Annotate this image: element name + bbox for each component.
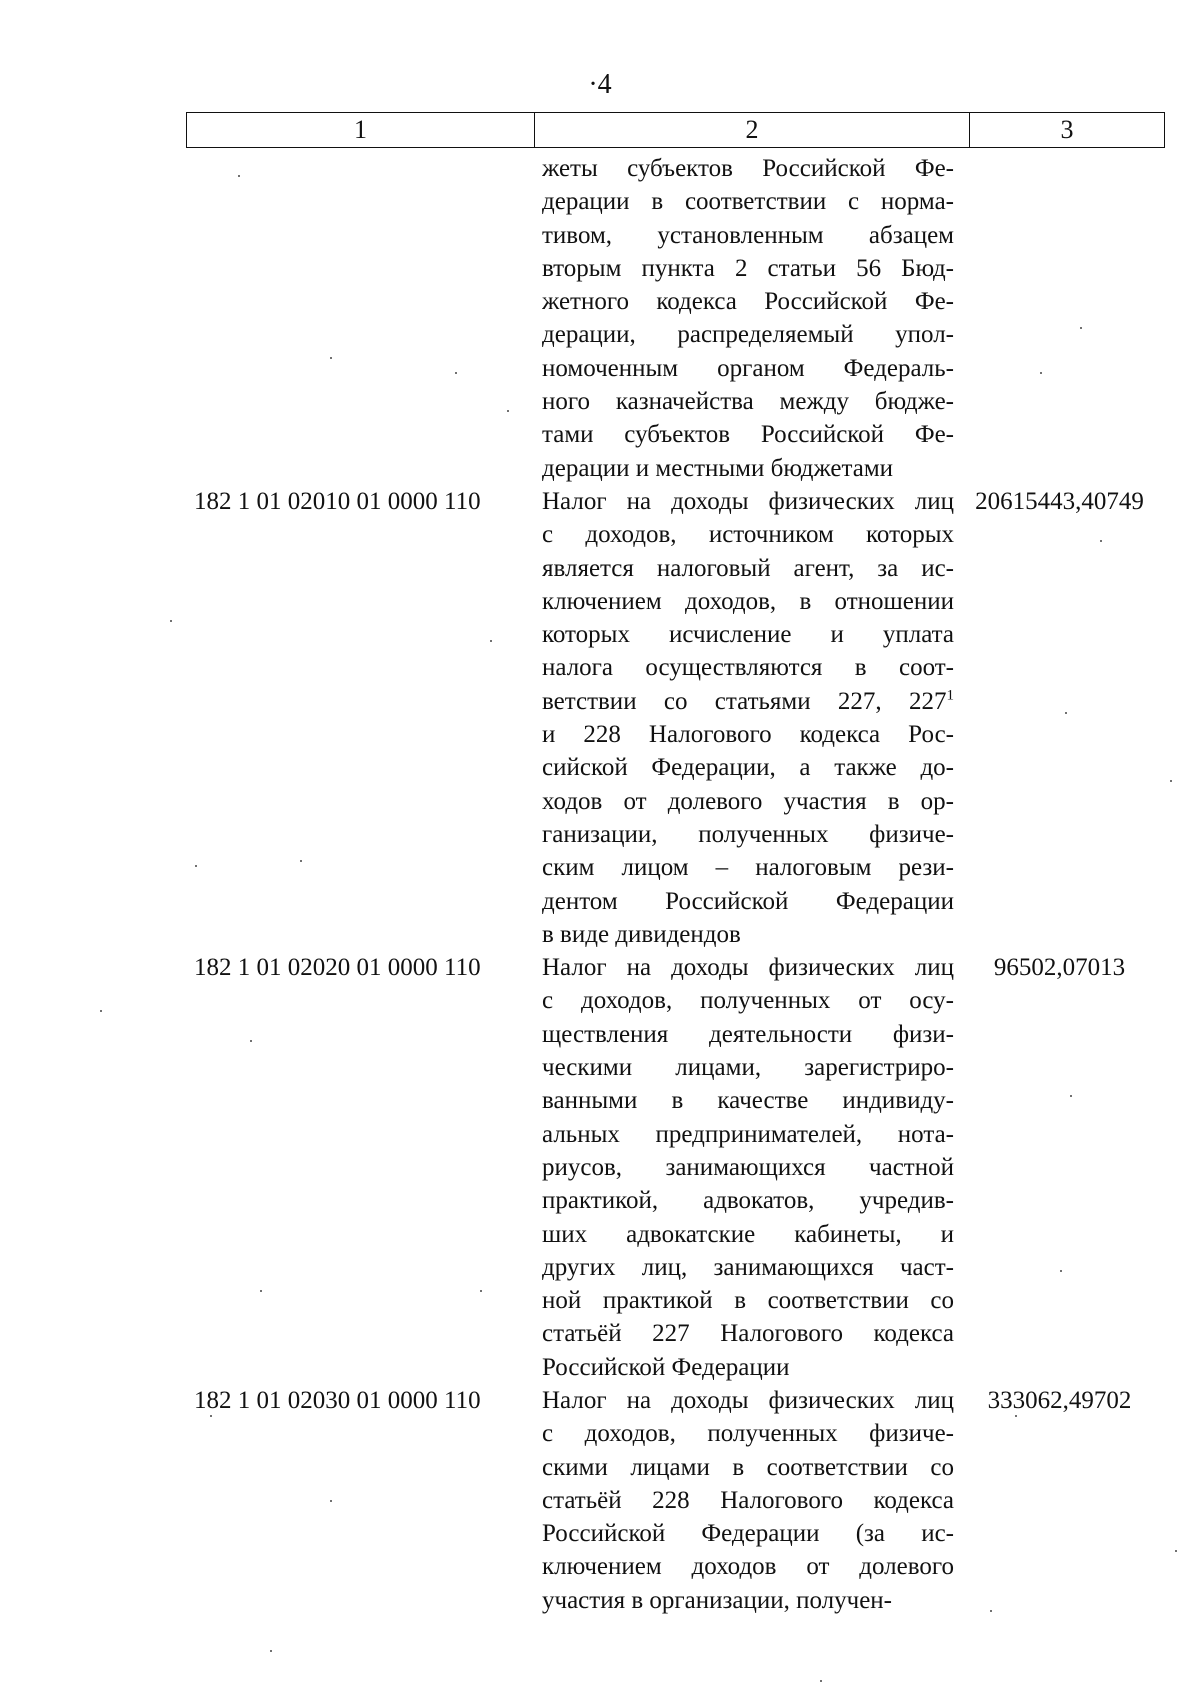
table-row <box>186 1384 1165 1617</box>
description-line: в виде дивидендов <box>542 920 741 948</box>
budget-code-cell: 182 1 01 02010 01 0000 110 <box>194 487 481 515</box>
description-line: с доходов, полученных физиче- <box>542 1420 954 1448</box>
description-line: с доходов, полученных от осу- <box>542 987 954 1015</box>
description-line: статьёй 227 Налогового кодекса <box>542 1320 954 1348</box>
amount-cell: 20615443,40749 <box>975 487 1144 515</box>
description-line: ной практикой в соответствии со <box>542 1287 954 1315</box>
description-line: Налог на доходы физических лиц <box>542 1386 954 1414</box>
description-line: ного казначейства между бюдже- <box>542 388 954 416</box>
column-header-3: 3 <box>1060 115 1074 144</box>
table-row <box>186 951 1165 1384</box>
description-line: вторым пункта 2 статьи 56 Бюд- <box>542 254 954 282</box>
description-line: ключением доходов, в отношении <box>542 587 954 615</box>
description-line: дерации в соответствии с норма- <box>542 188 954 216</box>
budget-revenue-table <box>186 152 1165 1617</box>
description-line: ванными в качестве индивиду- <box>542 1087 954 1115</box>
description-line: номоченным органом Федераль- <box>542 354 954 382</box>
table-row <box>186 152 1165 485</box>
description-line: ским лицом – налоговым рези- <box>542 854 954 882</box>
description-line: ключением доходов от долевого <box>542 1553 954 1581</box>
description-line: и 228 Налогового кодекса Рос- <box>542 721 954 749</box>
description-line: с доходов, источником которых <box>542 521 954 549</box>
description-line: Российской Федерации (за ис- <box>542 1520 954 1548</box>
revenue-description-cell <box>542 485 954 951</box>
description-line: риусов, занимающихся частной <box>542 1153 954 1181</box>
description-line: дерации и местными бюджетами <box>542 454 894 482</box>
description-line: Налог на доходы физических лиц <box>542 487 954 515</box>
description-line: ческими лицами, зарегистриро- <box>542 1054 954 1082</box>
column-header-2: 2 <box>535 113 970 147</box>
description-line: ходов от долевого участия в ор- <box>542 787 954 815</box>
page-number: ·4 <box>588 69 612 100</box>
footnote-superscript: 1 <box>946 687 954 704</box>
description-line: альных предпринимателей, нота- <box>542 1120 954 1148</box>
description-line: ветствии со статьями 227, $227^1$ <box>542 687 954 715</box>
description-line: Российской Федерации <box>542 1353 790 1381</box>
description-line: других лиц, занимающихся част- <box>542 1253 954 1281</box>
table-row <box>186 485 1165 951</box>
column-header-1: 1 <box>187 113 535 147</box>
description-line: статьёй 228 Налогового кодекса <box>542 1486 954 1514</box>
budget-code-cell: 182 1 01 02030 01 0000 110 <box>194 1386 481 1414</box>
amount-cell: 96502,07013 <box>993 954 1126 982</box>
description-line: ществления деятельности физи- <box>542 1020 954 1048</box>
description-line: практикой, адвокатов, учредив- <box>542 1187 954 1215</box>
description-line: Налог на доходы физических лиц <box>542 954 954 982</box>
description-line: ших адвокатские кабинеты, и <box>542 1220 954 1248</box>
revenue-description-cell <box>542 1384 954 1617</box>
description-line: дерации, распределяемый упол- <box>542 321 954 349</box>
description-line: дентом Российской Федерации <box>542 887 954 915</box>
description-line: жетного кодекса Российской Фе- <box>542 288 954 316</box>
description-line: скими лицами в соответствии со <box>542 1453 954 1481</box>
description-line: ганизации, полученных физиче- <box>542 820 954 848</box>
description-line: участия в организации, получен- <box>542 1586 892 1614</box>
description-line: налога осуществляются в соот- <box>542 654 954 682</box>
budget-code-cell: 182 1 01 02020 01 0000 110 <box>194 954 481 982</box>
description-line: тивом, установленным абзацем <box>542 221 954 249</box>
description-line: сийской Федерации, а также до- <box>542 754 954 782</box>
revenue-description-cell <box>542 951 954 1384</box>
table-header <box>186 112 1165 148</box>
amount-cell: 333062,49702 <box>987 1386 1132 1414</box>
revenue-description-cell <box>542 152 954 485</box>
description-line: тами субъектов Российской Фе- <box>542 421 954 449</box>
description-line: которых исчисление и уплата <box>542 621 954 649</box>
description-line: жеты субъектов Российской Фе- <box>542 155 954 182</box>
description-line: является налоговый агент, за ис- <box>542 554 954 582</box>
